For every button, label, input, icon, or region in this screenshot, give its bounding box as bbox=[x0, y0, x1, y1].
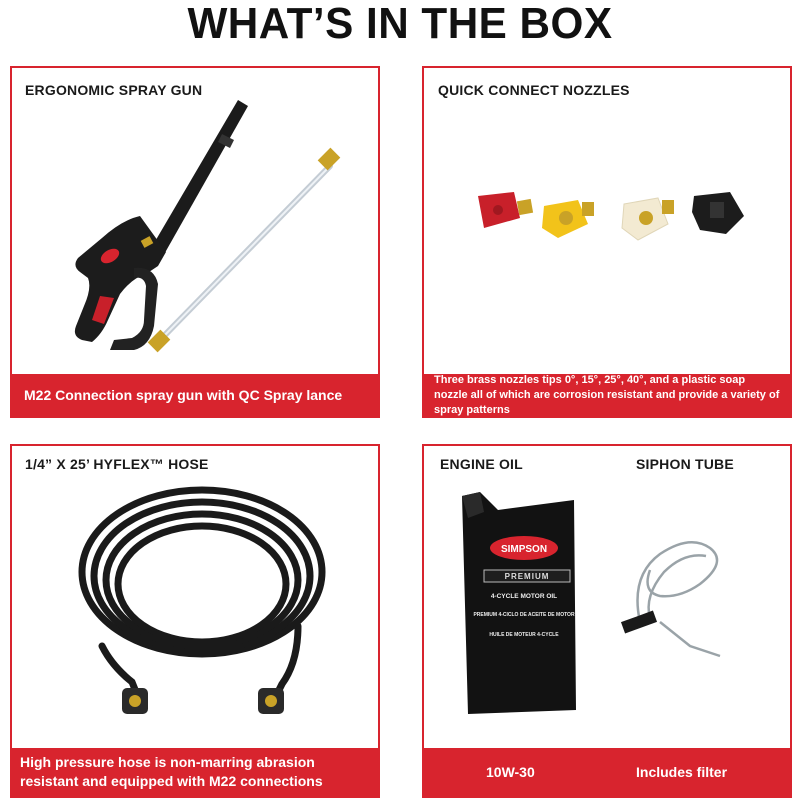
oil-caption: 10W-30 bbox=[486, 763, 535, 780]
oil-line3-text: HUILE DE MOTEUR 4-CYCLE bbox=[489, 632, 559, 638]
siphon-caption: Includes filter bbox=[636, 763, 728, 780]
oil-line1-text: 4-CYCLE MOTOR OIL bbox=[490, 593, 558, 600]
nozzles-card bbox=[422, 66, 792, 418]
spray-gun-icon bbox=[75, 100, 248, 350]
siphon-tube-image bbox=[620, 526, 770, 686]
yellow-nozzle-icon bbox=[542, 200, 594, 238]
nozzles-caption-band bbox=[424, 374, 790, 416]
nozzles-label: QUICK CONNECT NOZZLES bbox=[438, 82, 630, 98]
black-soap-nozzle-icon bbox=[692, 192, 744, 234]
spray-gun-card bbox=[10, 66, 380, 418]
hose-coil-icon bbox=[82, 490, 322, 704]
hose-caption-band bbox=[12, 748, 378, 796]
nozzles-image bbox=[464, 178, 764, 258]
spray-gun-label: ERGONOMIC SPRAY GUN bbox=[25, 82, 203, 98]
hose-caption: High pressure hose is non-marring abrasion resistant and equipped with M22 connections bbox=[20, 754, 323, 789]
spray-gun-caption: M22 Connection spray gun with QC Spray lance bbox=[24, 386, 343, 403]
spray-lance-icon bbox=[148, 148, 341, 353]
white-nozzle-icon bbox=[622, 198, 674, 240]
oil-siphon-card bbox=[422, 444, 792, 798]
oil-pouch-icon bbox=[462, 492, 576, 714]
spray-gun-caption-band bbox=[12, 374, 378, 416]
hose-fitting-right-icon bbox=[258, 688, 284, 714]
nozzles-caption: Three brass nozzles tips 0°, 15°, 25°, 40°, and a plastic soap nozzle all of which are corrosion resistant and provide a variety of spray patterns bbox=[434, 373, 780, 416]
siphon-tube-icon bbox=[638, 542, 721, 656]
oil-line2-text: PREMIUM 4-CICLO DE ACEITE DE MOTOR bbox=[473, 612, 575, 618]
hose-label: 1/4” X 25’ HYFLEX™ HOSE bbox=[25, 456, 209, 472]
oil-siphon-caption-band bbox=[424, 748, 790, 796]
red-nozzle-icon bbox=[478, 192, 533, 228]
oil-brand-text: SIMPSON bbox=[500, 544, 548, 555]
hose-card bbox=[10, 444, 380, 798]
oil-pouch-image bbox=[454, 488, 584, 718]
siphon-tube-label: SIPHON TUBE bbox=[636, 456, 734, 472]
engine-oil-label: ENGINE OIL bbox=[440, 456, 523, 472]
hose-fitting-left-icon bbox=[122, 688, 148, 714]
hose-image bbox=[62, 476, 342, 726]
page-title: WHAT’S IN THE BOX bbox=[187, 0, 613, 48]
oil-premium-text: PREMIUM bbox=[504, 572, 550, 581]
spray-gun-image bbox=[62, 88, 362, 358]
